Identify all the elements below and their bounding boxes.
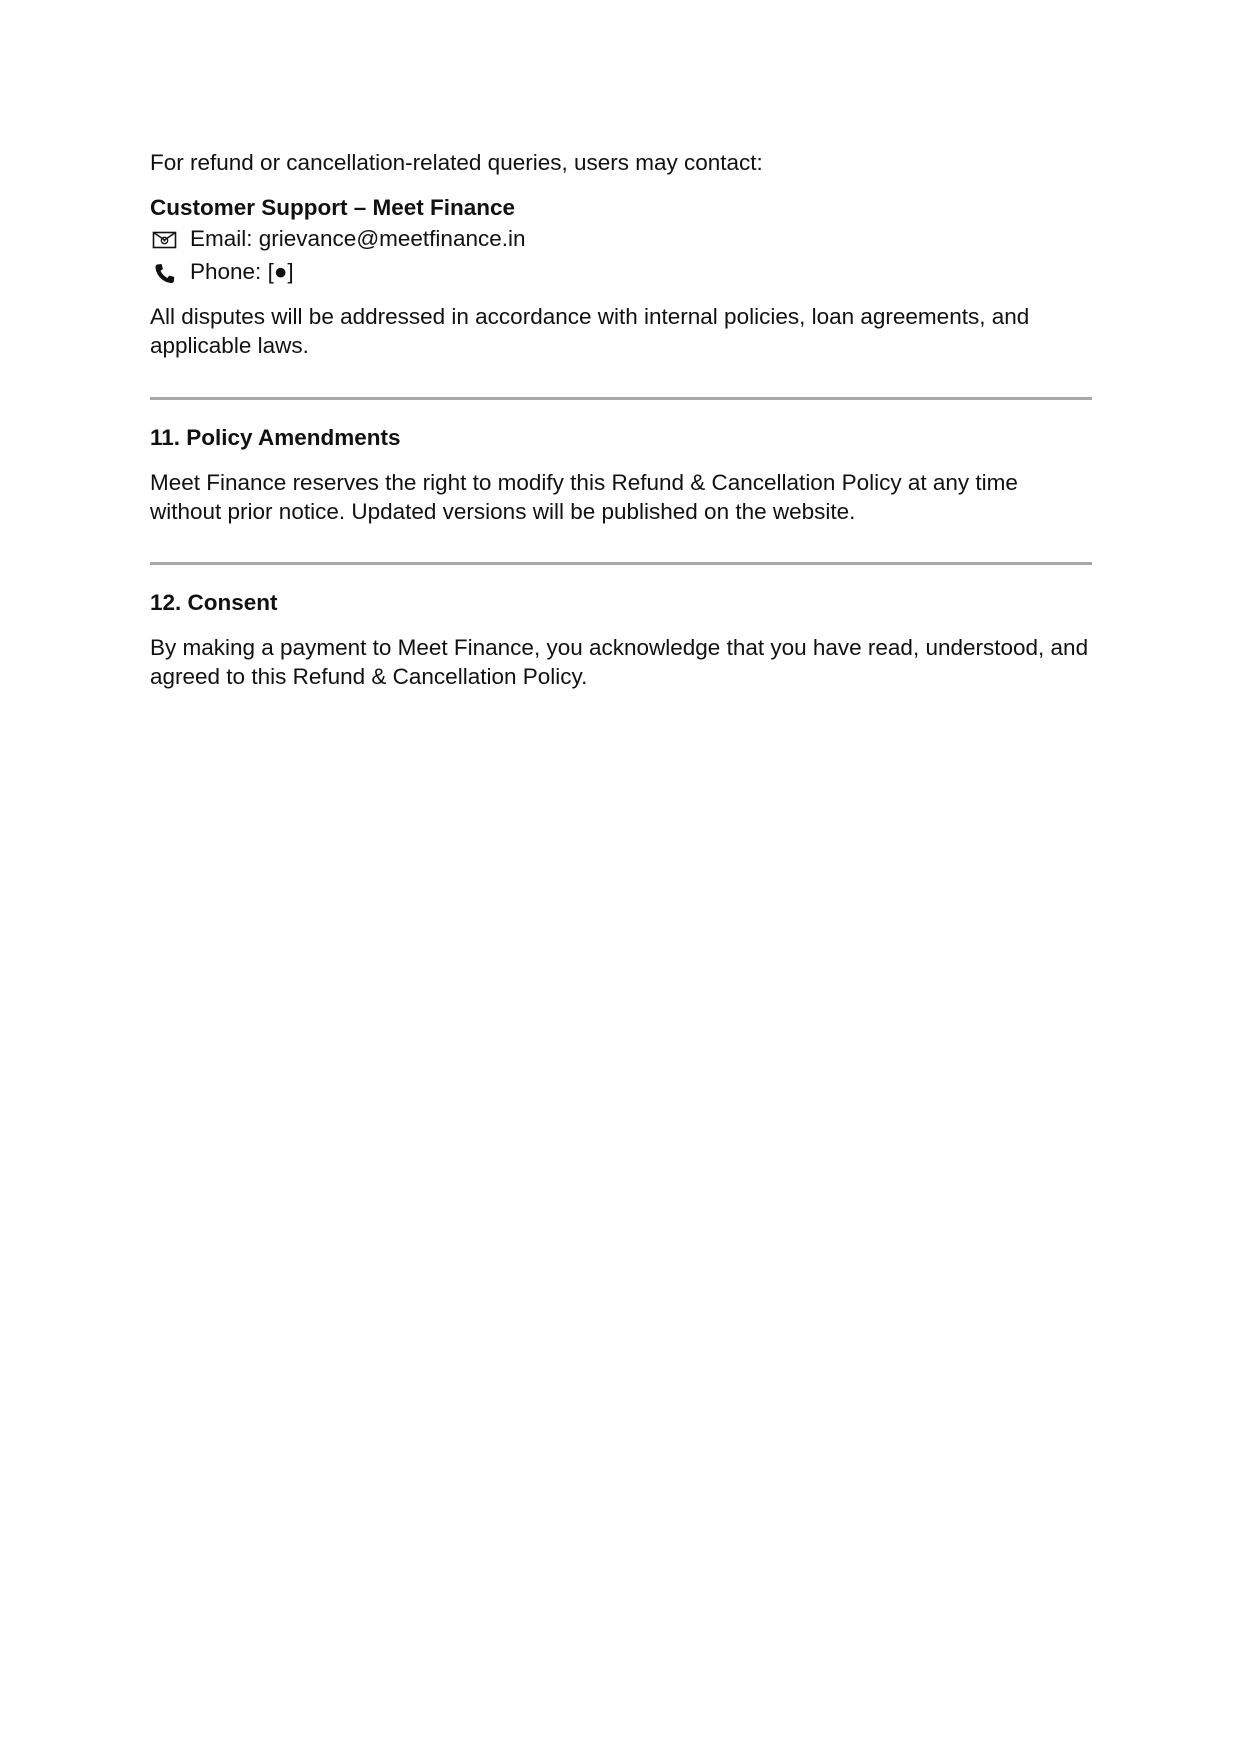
support-title: Customer Support – Meet Finance	[150, 195, 516, 220]
consent-heading: 12. Consent	[150, 590, 278, 615]
envelope-icon	[152, 228, 178, 250]
consent-body: By making a payment to Meet Finance, you acknowledge that you have read, understood, and agreed to this Refund & Cancellation Policy.	[150, 635, 1089, 689]
amendments-heading: 11. Policy Amendments	[150, 425, 401, 450]
contact-intro: For refund or cancellation-related queries, users may contact:	[150, 150, 763, 175]
email-line	[150, 223, 526, 255]
amendments-body: Meet Finance reserves the right to modify this Refund & Cancellation Policy at any time without prior notice. Updated versions will be published on the website.	[150, 470, 1018, 524]
phone-icon	[152, 261, 178, 283]
disputes-text: All disputes will be addressed in accordance with internal policies, loan agreements, and applicable laws.	[150, 304, 1030, 358]
email-text[interactable]: Email: grievance@meetfinance.in	[190, 226, 526, 251]
phone-text[interactable]: Phone: [●]	[190, 259, 294, 284]
section-divider	[150, 397, 1092, 400]
section-divider	[150, 562, 1092, 565]
phone-line	[150, 256, 294, 288]
